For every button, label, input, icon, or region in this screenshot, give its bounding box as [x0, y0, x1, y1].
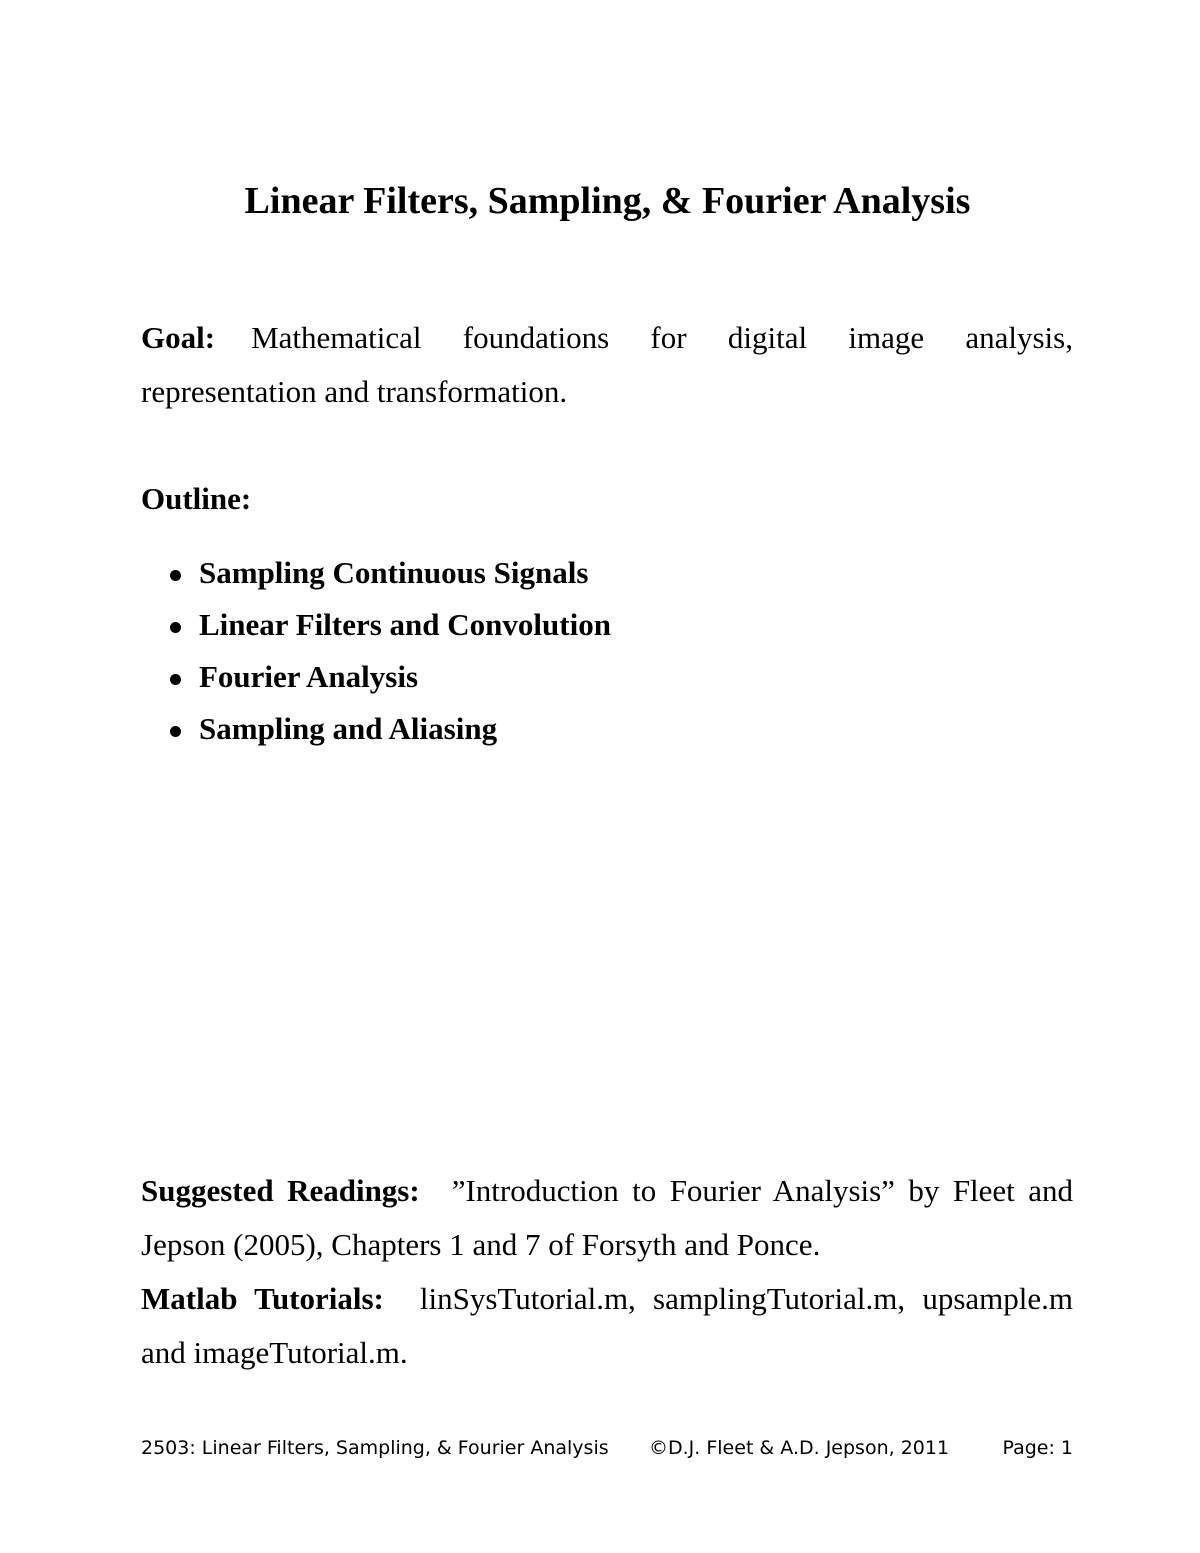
goal-paragraph	[141, 311, 1073, 419]
bullet-icon	[170, 622, 181, 633]
bullet-icon	[170, 570, 181, 581]
outline-item-label: Sampling and Aliasing	[199, 711, 498, 746]
page-footer	[141, 1432, 1073, 1464]
outline-item	[170, 703, 611, 755]
outline-list	[170, 547, 611, 755]
outline-item-label: Sampling Continuous Signals	[199, 555, 589, 590]
outline-item	[170, 599, 611, 651]
outline-item-label: Fourier Analysis	[199, 659, 419, 694]
outline-item-label: Linear Filters and Convolution	[199, 607, 611, 642]
page-title: Linear Filters, Sampling, & Fourier Analysis	[244, 180, 971, 222]
matlab-tutorials	[141, 1272, 1073, 1380]
tutorials-text: linSysTutorial.m, samplingTutorial.m, upsample.m and imageTutorial.m.	[141, 1281, 1073, 1370]
footer-page-number: Page: 1	[1002, 1437, 1073, 1459]
outline-item	[170, 651, 611, 703]
outline-heading: Outline:	[141, 481, 252, 516]
footer-copyright: ©D.J. Fleet & A.D. Jepson, 2011	[649, 1437, 950, 1459]
tutorials-label: Matlab Tutorials:	[141, 1281, 384, 1316]
bullet-icon	[170, 674, 181, 685]
bullet-icon	[170, 726, 181, 737]
readings-text: ”Introduction to Fourier Analysis” by Fleet and Jepson (2005), Chapters 1 and 7 of Forsyth and Ponce.	[141, 1173, 1073, 1262]
outline-item	[170, 547, 611, 599]
footer-course-title: 2503: Linear Filters, Sampling, & Fourier Analysis	[141, 1437, 609, 1459]
readings-label: Suggested Readings:	[141, 1173, 420, 1208]
goal-text: Mathematical foundations for digital image analysis, representation and transformation.	[141, 320, 1073, 409]
suggested-readings	[141, 1164, 1073, 1272]
goal-label: Goal:	[141, 320, 216, 355]
